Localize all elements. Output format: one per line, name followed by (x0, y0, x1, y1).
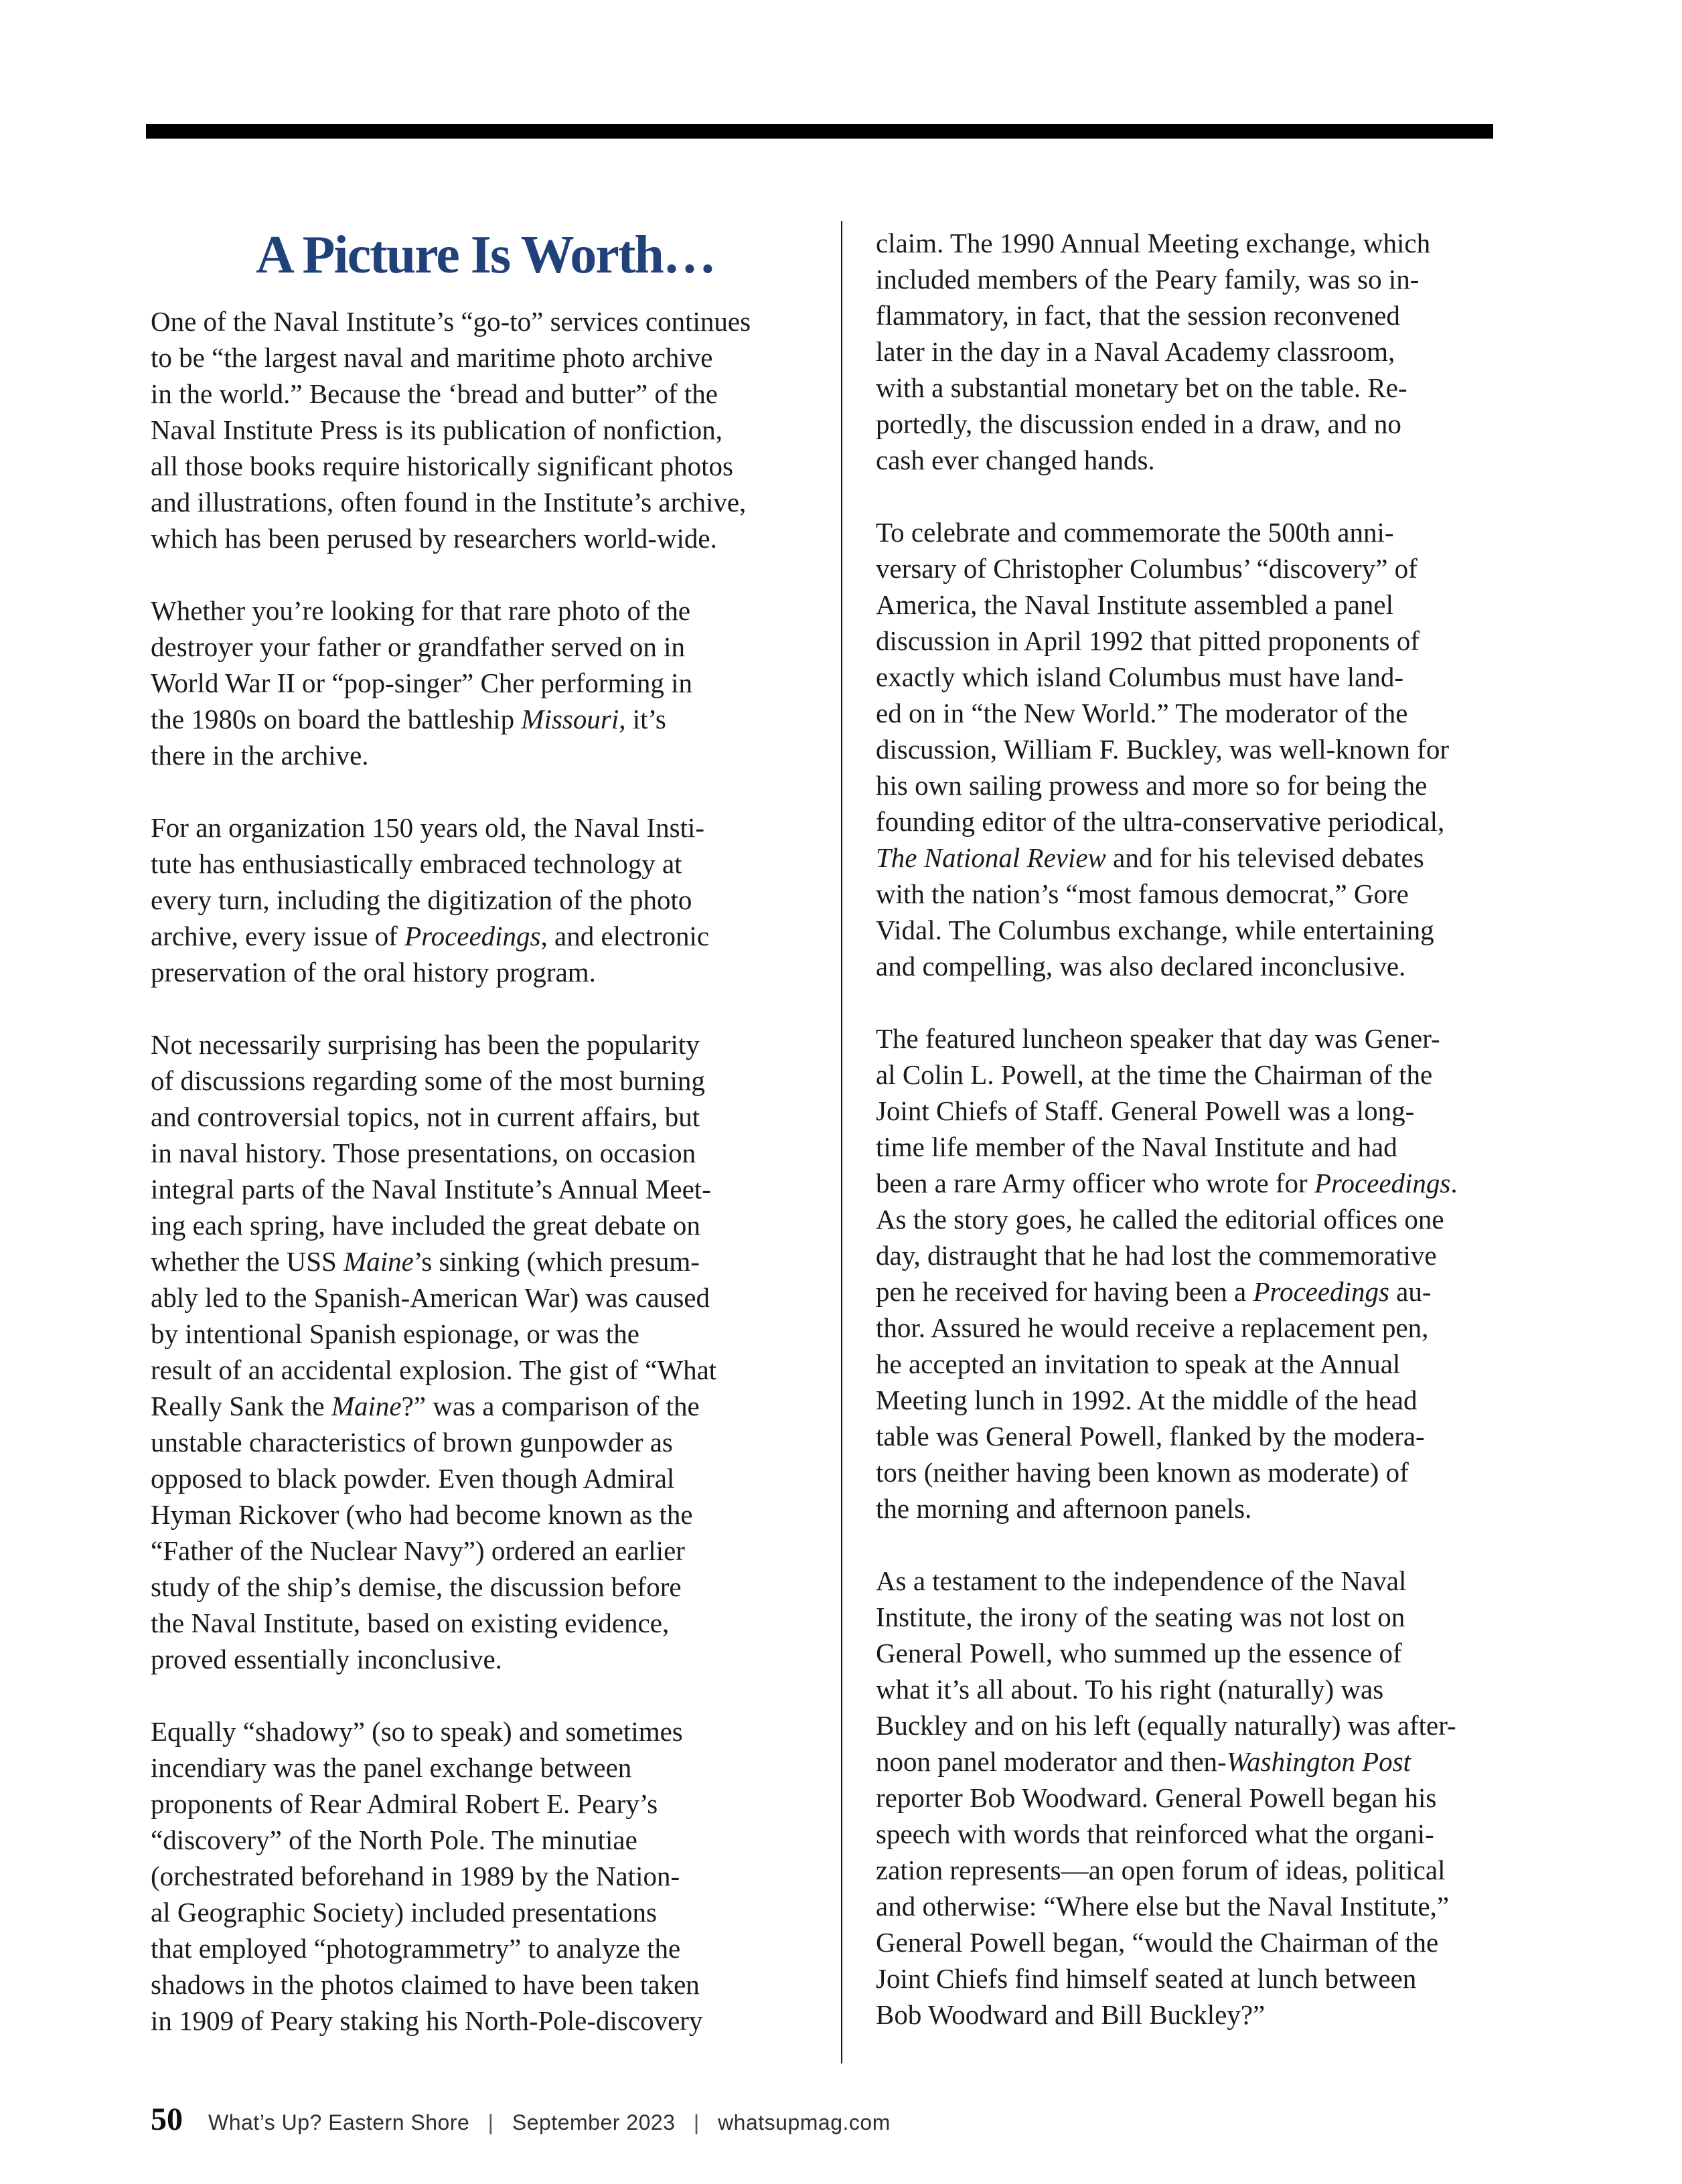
text-line: Not necessarily surprising has been the popularity (151, 1029, 700, 1060)
text-line: World War II or “pop-singer” Cher performing in (151, 668, 692, 698)
text-line: “Father of the Nuclear Navy”) ordered an earlier (151, 1535, 685, 1566)
text-line: founding editor of the ultra-conservative periodical, (876, 806, 1445, 837)
text-line: (orchestrated beforehand in 1989 by the Nation- (151, 1861, 680, 1891)
text-line: thor. Assured he would receive a replacement pen, (876, 1312, 1429, 1343)
left-column (151, 303, 830, 2039)
text-line: study of the ship’s demise, the discussion before (151, 1571, 682, 1602)
text-line: which has been perused by researchers world-wide. (151, 523, 717, 554)
paragraph (151, 1026, 830, 1677)
text-line: of discussions regarding some of the most burning (151, 1065, 705, 1096)
text-line: The National Review and for his televised debates (876, 842, 1424, 873)
text-line: America, the Naval Institute assembled a panel (876, 589, 1394, 620)
text-line: al Geographic Society) included presentations (151, 1897, 657, 1928)
text-line: shadows in the photos claimed to have been taken (151, 1969, 700, 2000)
text-line: reporter Bob Woodward. General Powell began his (876, 1782, 1437, 1813)
text-line: exactly which island Columbus must have land- (876, 661, 1403, 692)
text-line: For an organization 150 years old, the Naval Insti- (151, 812, 705, 843)
footer-separator: | (693, 2110, 700, 2134)
text-line: he accepted an invitation to speak at the Annual (876, 1348, 1401, 1379)
text-line: tors (neither having been known as moderate) of (876, 1457, 1409, 1488)
text-line: to be “the largest naval and maritime photo archive (151, 342, 713, 373)
footer-meta (208, 2110, 891, 2135)
text-line: speech with words that reinforced what the organi- (876, 1818, 1434, 1849)
text-line: discussion, William F. Buckley, was well-known for (876, 734, 1449, 765)
text-line: noon panel moderator and then-Washington Post (876, 1746, 1411, 1777)
paragraph (151, 593, 830, 773)
column-divider (841, 221, 842, 2063)
text-line: later in the day in a Naval Academy classroom, (876, 336, 1395, 367)
article-title: A Picture Is Worth… (256, 226, 715, 285)
text-line: Naval Institute Press is its publication of nonfiction, (151, 414, 723, 445)
text-line: the 1980s on board the battleship Missouri, it’s (151, 704, 666, 734)
text-line: every turn, including the digitization of the photo (151, 884, 692, 915)
text-line: flammatory, in fact, that the session reconvened (876, 300, 1400, 331)
text-line: “discovery” of the North Pole. The minutiae (151, 1824, 637, 1855)
text-line: Hyman Rickover (who had become known as the (151, 1499, 693, 1530)
text-line: and otherwise: “Where else but the Naval Institute,” (876, 1891, 1450, 1922)
text-line: As the story goes, he called the editorial offices one (876, 1204, 1444, 1235)
text-line: with the nation’s “most famous democrat,” Gore (876, 878, 1409, 909)
text-line: General Powell, who summed up the essence of (876, 1638, 1402, 1668)
text-line: in 1909 of Peary staking his North-Pole-discovery (151, 2005, 703, 2036)
text-line: day, distraught that he had lost the commemorative (876, 1240, 1437, 1271)
text-line: Joint Chiefs find himself seated at lunch between (876, 1963, 1417, 1994)
text-line: unstable characteristics of brown gunpowder as (151, 1427, 673, 1458)
paragraph (876, 225, 1532, 478)
text-line: claim. The 1990 Annual Meeting exchange, which (876, 228, 1431, 258)
page-number: 50 (151, 2102, 183, 2137)
text-line: proved essentially inconclusive. (151, 1644, 502, 1674)
text-line: the morning and afternoon panels. (876, 1493, 1252, 1524)
text-line: Really Sank the Maine?” was a comparison of the (151, 1391, 700, 1421)
text-line: ing each spring, have included the great debate on (151, 1210, 700, 1241)
text-line: portedly, the discussion ended in a draw, and no (876, 408, 1401, 439)
top-rule (146, 124, 1493, 139)
text-line: incendiary was the panel exchange between (151, 1752, 632, 1783)
text-line: Meeting lunch in 1992. At the middle of the head (876, 1385, 1418, 1415)
paragraph (151, 809, 830, 990)
text-line: pen he received for having been a Proceedings au- (876, 1276, 1432, 1307)
text-line: destroyer your father or grandfather served on in (151, 631, 686, 662)
text-line: versary of Christopher Columbus’ “discovery” of (876, 553, 1418, 584)
text-line: ably led to the Spanish-American War) was caused (151, 1282, 710, 1313)
text-line: in the world.” Because the ‘bread and butter” of the (151, 378, 718, 409)
text-line: One of the Naval Institute’s “go-to” services continues (151, 306, 751, 337)
text-line: General Powell began, “would the Chairman of the (876, 1927, 1439, 1958)
footer-separator: | (487, 2110, 494, 2134)
right-column (876, 225, 1532, 2033)
text-line: preservation of the oral history program. (151, 957, 596, 988)
text-line: with a substantial monetary bet on the table. Re- (876, 372, 1407, 403)
text-line: zation represents—an open forum of ideas, political (876, 1855, 1446, 1885)
magazine-name: What’s Up? Eastern Shore (208, 2110, 470, 2134)
text-line: Vidal. The Columbus exchange, while entertaining (876, 915, 1434, 945)
text-line: To celebrate and commemorate the 500th anni- (876, 517, 1394, 548)
paragraph (151, 303, 830, 556)
text-line: opposed to black powder. Even though Admiral (151, 1463, 675, 1494)
page-footer (151, 2101, 891, 2138)
paragraph (876, 1020, 1532, 1527)
text-line: time life member of the Naval Institute and had (876, 1132, 1397, 1162)
text-line: the Naval Institute, based on existing evidence, (151, 1608, 670, 1638)
text-line: what it’s all about. To his right (naturally) was (876, 1674, 1384, 1705)
text-line: integral parts of the Naval Institute’s Annual Meet- (151, 1174, 711, 1204)
text-line: been a rare Army officer who wrote for Proceedings. (876, 1168, 1458, 1198)
text-line: proponents of Rear Admiral Robert E. Peary’s (151, 1788, 658, 1819)
text-line: Equally “shadowy” (so to speak) and sometimes (151, 1716, 683, 1747)
text-line: all those books require historically significant photos (151, 451, 733, 481)
text-line: The featured luncheon speaker that day was Gener- (876, 1023, 1440, 1054)
paragraph (876, 1563, 1532, 2033)
text-line: cash ever changed hands. (876, 445, 1155, 475)
text-line: archive, every issue of Proceedings, and electronic (151, 921, 710, 951)
paragraph (876, 514, 1532, 984)
text-line: discussion in April 1992 that pitted proponents of (876, 625, 1420, 656)
text-line: tute has enthusiastically embraced technology at (151, 848, 682, 879)
paragraph (151, 1713, 830, 2039)
text-line: and compelling, was also declared inconclusive. (876, 951, 1406, 982)
website-url: whatsupmag.com (718, 2110, 891, 2134)
text-line: Joint Chiefs of Staff. General Powell was a long- (876, 1095, 1415, 1126)
text-line: Buckley and on his left (equally naturally) was after- (876, 1710, 1456, 1741)
text-line: result of an accidental explosion. The gist of “What (151, 1354, 717, 1385)
text-line: Institute, the irony of the seating was not lost on (876, 1602, 1405, 1632)
text-line: whether the USS Maine’s sinking (which presum- (151, 1246, 700, 1277)
text-line: Bob Woodward and Bill Buckley?” (876, 1999, 1266, 2030)
text-line: there in the archive. (151, 740, 369, 771)
text-line: ed on in “the New World.” The moderator of the (876, 698, 1408, 728)
text-line: that employed “photogrammetry” to analyze the (151, 1933, 681, 1964)
text-line: in naval history. Those presentations, on occasion (151, 1138, 696, 1168)
text-line: table was General Powell, flanked by the modera- (876, 1421, 1425, 1452)
text-line: included members of the Peary family, was so in- (876, 264, 1420, 295)
text-line: by intentional Spanish espionage, or was the (151, 1318, 639, 1349)
text-line: As a testament to the independence of the Naval (876, 1565, 1407, 1596)
text-line: Whether you’re looking for that rare photo of the (151, 595, 691, 626)
text-line: al Colin L. Powell, at the time the Chairman of the (876, 1059, 1433, 1090)
issue-date: September 2023 (512, 2110, 676, 2134)
text-line: and controversial topics, not in current affairs, but (151, 1101, 700, 1132)
text-line: his own sailing prowess and more so for being the (876, 770, 1428, 801)
text-line: and illustrations, often found in the Institute’s archive, (151, 487, 747, 518)
